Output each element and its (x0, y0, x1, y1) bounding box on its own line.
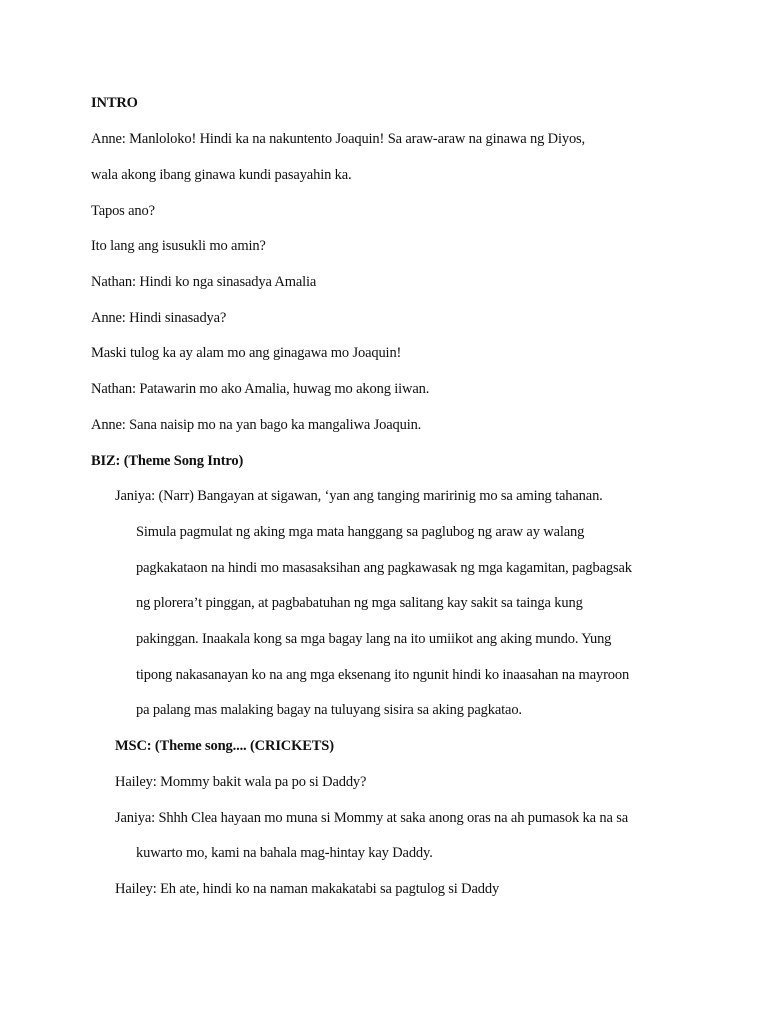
narration-line-6: tipong nakasanayan ko na ang mga eksenang ito ngunit hindi ko inaasahan na mayroon (136, 667, 630, 683)
narration-line-3: pagkakataon na hindi mo masasaksihan ang pagkawasak ng mga kagamitan, pagbagsak (136, 560, 632, 576)
narration-line-janiya-1: Janiya: (Narr) Bangayan at sigawan, ‘yan ang tanging maririnig mo sa aming tahanan. (115, 488, 603, 504)
biz-heading: BIZ: (Theme Song Intro) (91, 453, 244, 469)
dialogue-line-anne-2: Anne: Hindi sinasadya? (91, 310, 227, 326)
dialogue-line-anne-1: Anne: Manloloko! Hindi ka na nakuntento Joaquin! Sa araw-araw na ginawa ng Diyos, (91, 131, 586, 147)
dialogue-line-nathan-1: Nathan: Hindi ko nga sinasadya Amalia (91, 274, 317, 290)
narration-line-4: ng plorera’t pinggan, at pagbabatuhan ng mga salitang kay sakit sa tainga kung (136, 595, 583, 611)
dialogue-line-isusukli: Ito lang ang isusukli mo amin? (91, 238, 266, 254)
dialogue-line-janiya-2: Janiya: Shhh Clea hayaan mo muna si Mommy at saka anong oras na ah pumasok ka na sa (115, 810, 629, 826)
narration-line-2: Simula pagmulat ng aking mga mata hanggang sa paglubog ng araw ay walang (136, 524, 585, 540)
dialogue-line-tapos-ano: Tapos ano? (91, 203, 155, 219)
dialogue-line-nathan-2: Nathan: Patawarin mo ako Amalia, huwag mo akong iiwan. (91, 381, 430, 397)
dialogue-line-anne-1-cont: wala akong ibang ginawa kundi pasayahin ka. (91, 167, 352, 183)
dialogue-line-maski-tulog: Maski tulog ka ay alam mo ang ginagawa mo Joaquin! (91, 345, 402, 361)
dialogue-line-anne-3: Anne: Sana naisip mo na yan bago ka mangaliwa Joaquin. (91, 417, 422, 433)
msc-heading: MSC: (Theme song.... (CRICKETS) (115, 738, 334, 754)
dialogue-line-hailey-2: Hailey: Eh ate, hindi ko na naman makakatabi sa pagtulog si Daddy (115, 881, 500, 897)
narration-line-5: pakinggan. Inaakala kong sa mga bagay lang na ito umiikot ang aking mundo. Yung (136, 631, 612, 647)
dialogue-line-janiya-2-cont: kuwarto mo, kami na bahala mag-hintay kay Daddy. (136, 845, 433, 861)
narration-line-7: pa palang mas malaking bagay na tuluyang sisira sa aking pagkatao. (136, 702, 522, 718)
dialogue-line-hailey-1: Hailey: Mommy bakit wala pa po si Daddy? (115, 774, 367, 790)
intro-heading: INTRO (91, 95, 138, 111)
